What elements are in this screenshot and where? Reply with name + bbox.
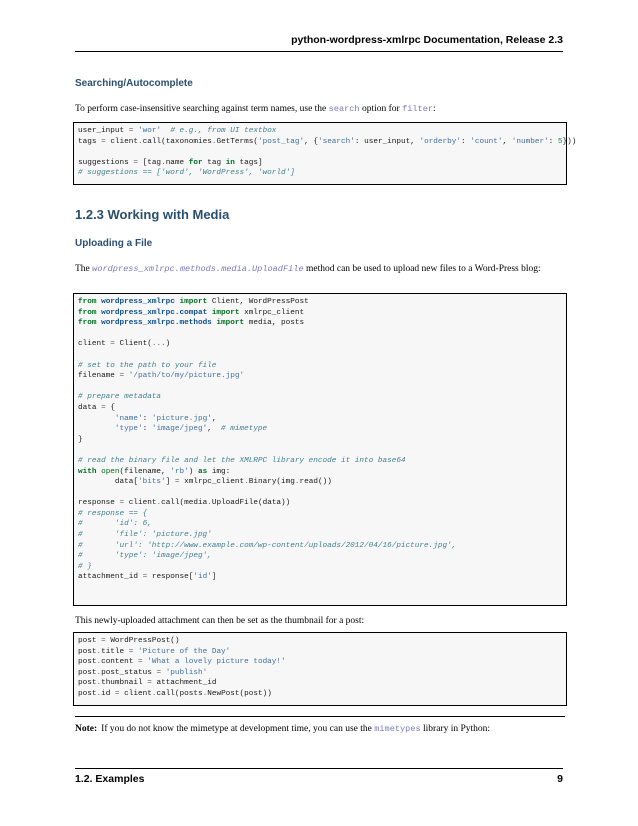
uploading-intro (75, 263, 565, 275)
uploading-intro-after: method can be used to upload new files to a Word-Press blog: (303, 264, 541, 274)
uploadfile-reference-link[interactable]: wordpress_xmlrpc.methods.media.UploadFile (92, 264, 304, 274)
thumbnail-intro: This newly-uploaded attachment can then be set as the thumbnail for a post: (75, 616, 365, 626)
uploading-intro-before: The (75, 264, 93, 274)
thumbnail-code-block: post = WordPressPost() post.title = 'Picture of the Day' post.content = 'What a lovely picture today!' post.post_status = 'publish' post.thumbnail = attachment_id post.id = client.call(posts.NewPost(post)) (73, 632, 567, 706)
note-admonition (75, 716, 565, 734)
searching-heading: Searching/Autocomplete (75, 78, 193, 89)
upload-code-block: from wordpress_xmlrpc import Client, WordPressPost from wordpress_xmlrpc.compat import xmlrpc_client from wordpress_xmlrpc.methods import media, posts client = Client(...) # set to the path to your file filename = '/path/to/my/picture.jpg' # prepare metadata data = { 'name': 'picture.jpg', 'type': 'image/jpeg', # mimetype } # read the binary file and let the XMLRPC library encode it into base64 with open(filename, 'rb') as img: data['bits'] = xmlrpc_client.Binary(img.read()) response = client.call(media.UploadFile(data)) # response == { # 'id': 6, # 'file': 'picture.jpg' # 'url': 'http://www.example.com/wp-content/uploads/2012/04/16/picture.jpg', # 'type': 'image/jpeg', # } attachment_id = response['id'] (73, 293, 567, 606)
searching-intro-before: To perform case-insensitive searching against term names, use the (75, 104, 329, 114)
note-label: Note: (75, 724, 98, 734)
search-code-block: user_input = 'wor' # e.g., from UI textbox tags = client.call(taxonomies.GetTerms('post_tag', {'search': user_input, 'orderby': 'count', 'number': 5})) suggestions = [tag.name for tag in tags] # suggestions == ['word', 'WordPress', 'world'] (73, 122, 567, 185)
searching-intro-after: : (433, 104, 436, 114)
mimetypes-code: mimetypes (374, 724, 421, 734)
searching-intro (75, 103, 565, 115)
running-header: python-wordpress-xmlrpc Documentation, Release 2.3 (291, 34, 563, 46)
page-number: 9 (557, 773, 563, 785)
header-rule (75, 51, 563, 52)
footer-section: 1.2. Examples (75, 773, 145, 785)
uploading-heading: Uploading a File (75, 238, 153, 249)
media-section-title: 1.2.3 Working with Media (75, 207, 230, 222)
filter-option-code: filter (402, 104, 434, 114)
note-text-after: library in Python: (420, 724, 491, 734)
searching-intro-middle: option for (359, 104, 403, 114)
search-option-code: search (328, 104, 360, 114)
note-text-before: If you do not know the mimetype at development time, you can use the (101, 724, 375, 734)
footer-rule (75, 768, 563, 769)
